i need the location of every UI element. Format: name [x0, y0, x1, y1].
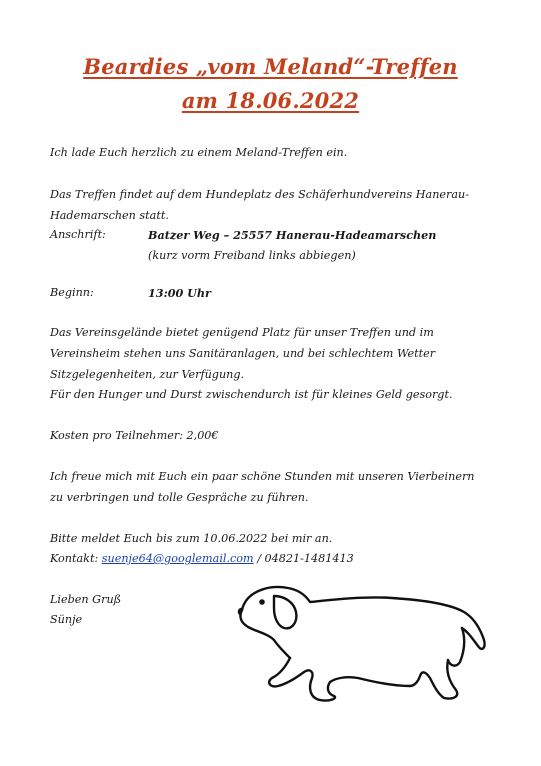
signature-text: Sünje	[50, 613, 83, 626]
invite-text: Ich lade Euch herzlich zu einem Meland-Treffen ein.	[50, 146, 348, 159]
start-value: 13:00 Uhr	[148, 286, 211, 300]
register-text: Bitte meldet Euch bis zum 10.06.2022 bei mir an.	[50, 532, 333, 545]
location-line-2: Hademarschen statt.	[50, 209, 169, 222]
club-line-2: Vereinsheim stehen uns Sanitäranlagen, und bei schlechtem Wetter	[50, 347, 436, 360]
cost-text: Kosten pro Teilnehmer: 2,00€	[50, 429, 219, 442]
title-line-2: am 18.06.2022	[181, 88, 360, 113]
contact-email-link[interactable]: suenje64@googlemail.com	[101, 552, 254, 565]
contact-line	[50, 552, 354, 566]
title-line-1: Beardies „vom Meland“-Treffen	[83, 54, 458, 79]
joy-line-2: zu verbringen und tolle Gespräche zu führen.	[50, 491, 309, 504]
club-line-3: Sitzgelegenheiten, zur Verfügung.	[50, 368, 245, 381]
contact-label: Kontakt:	[50, 552, 102, 565]
location-line-1: Das Treffen findet auf dem Hundeplatz des Schäferhundvereins Hanerau-	[50, 188, 470, 201]
address-value: Batzer Weg – 25557 Hanerau-Hadeamarschen	[148, 228, 437, 242]
address-note: (kurz vorm Freiband links abbiegen)	[148, 249, 356, 262]
bearded-collie-drawing	[234, 582, 489, 704]
club-line-1: Das Vereinsgelände bietet genügend Platz für unser Treffen und im	[50, 326, 434, 339]
closing-text: Lieben Gruß	[50, 593, 122, 606]
start-label: Beginn:	[50, 286, 94, 299]
joy-line-1: Ich freue mich mit Euch ein paar schöne Stunden mit unseren Vierbeinern	[50, 470, 475, 483]
club-line-4: Für den Hunger und Durst zwischendurch ist für kleines Geld gesorgt.	[50, 388, 453, 401]
address-label: Anschrift:	[50, 228, 106, 241]
contact-phone: / 04821-1481413	[253, 552, 354, 565]
